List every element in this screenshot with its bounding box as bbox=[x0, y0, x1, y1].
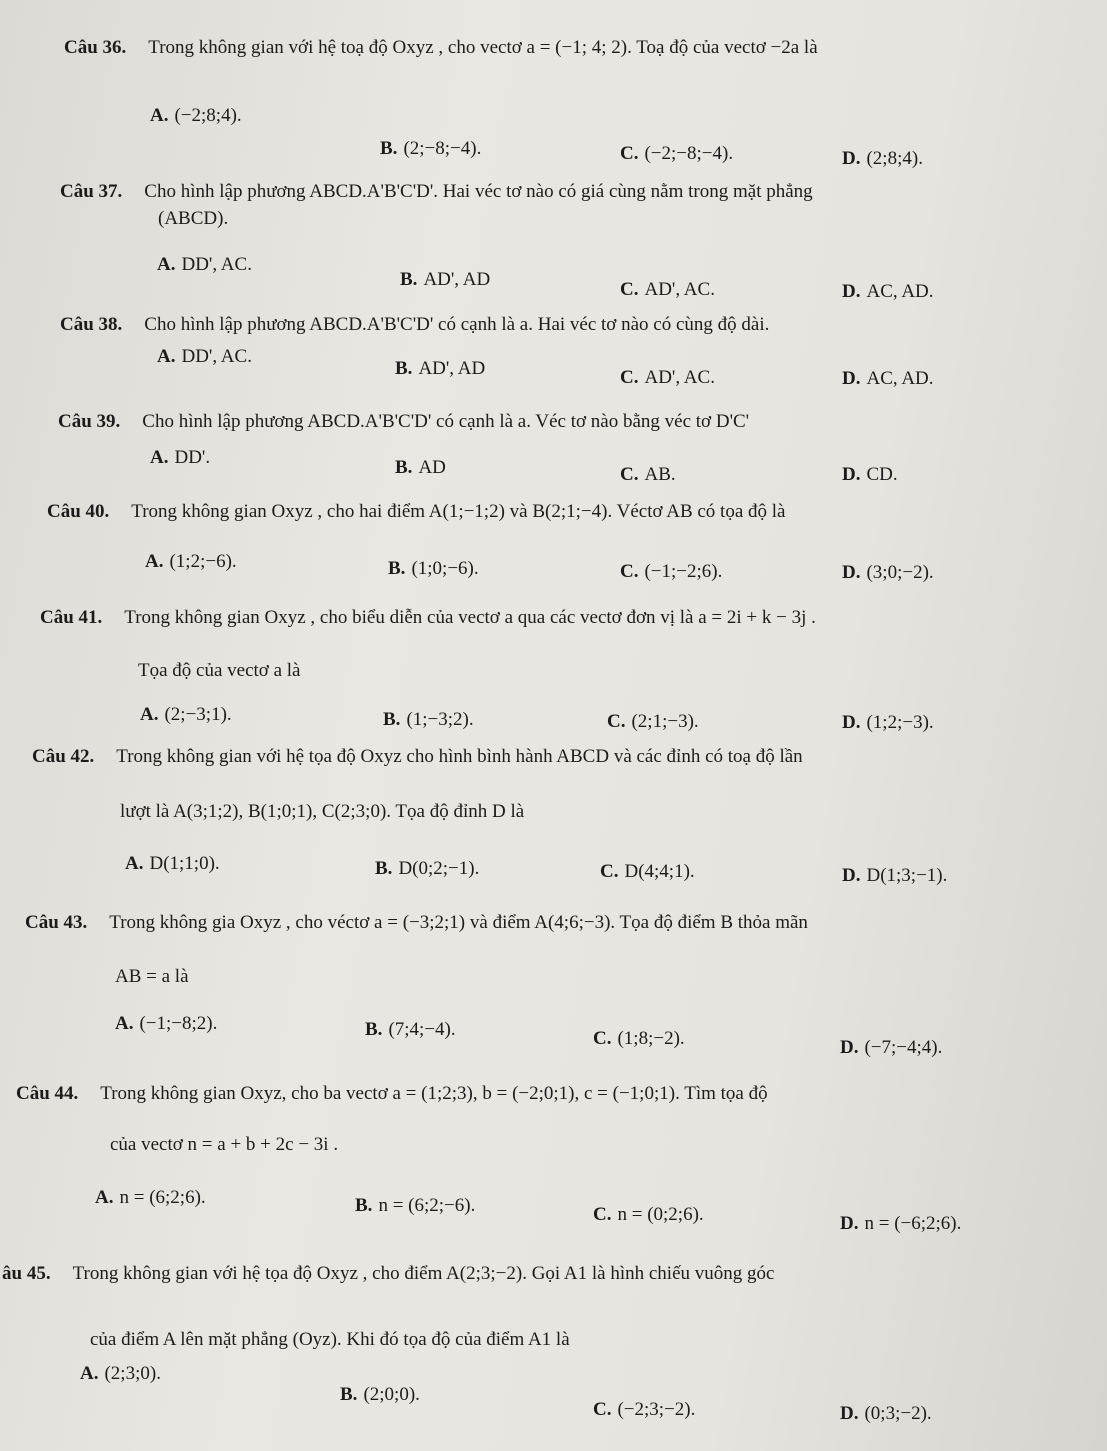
option-a[interactable]: A. (−2;8;4). bbox=[150, 105, 242, 126]
option-a[interactable]: A. (−1;−8;2). bbox=[115, 1013, 218, 1034]
question-number: Câu 38. bbox=[60, 314, 123, 335]
option-b[interactable]: B. (2;−8;−4). bbox=[380, 138, 482, 159]
option-c[interactable]: C. (1;8;−2). bbox=[593, 1028, 685, 1049]
option-c[interactable]: C. AD', AC. bbox=[620, 279, 715, 300]
question-number: Câu 42. bbox=[32, 746, 95, 767]
question-stem-line: Câu 36. Trong không gian với hệ toạ độ Oxyz , cho vectơ a = (−1; 4; 2). Toạ độ của vectơ −2a là bbox=[64, 37, 818, 58]
option-d[interactable]: D. (2;8;4). bbox=[842, 148, 923, 169]
option-d[interactable]: D. CD. bbox=[842, 464, 898, 485]
option-b[interactable]: B. (7;4;−4). bbox=[365, 1019, 456, 1040]
option-b[interactable]: B. AD bbox=[395, 457, 446, 478]
question-number: Câu 43. bbox=[25, 912, 88, 933]
question-stem-line: Câu 40. Trong không gian Oxyz , cho hai điểm A(1;−1;2) và B(2;1;−4). Véctơ AB có tọa độ là bbox=[47, 501, 786, 522]
option-b[interactable]: B. n = (6;2;−6). bbox=[355, 1195, 476, 1216]
option-b[interactable]: B. AD', AD bbox=[395, 358, 486, 379]
question-number: Câu 37. bbox=[60, 181, 123, 202]
question-stem-line: Câu 44. Trong không gian Oxyz, cho ba vectơ a = (1;2;3), b = (−2;0;1), c = (−1;0;1). Tìm tọa độ bbox=[16, 1083, 768, 1104]
question-stem-line: Câu 41. Trong không gian Oxyz , cho biểu diễn của vectơ a qua các vectơ đơn vị là a = 2i + k − 3j . bbox=[40, 607, 816, 628]
option-b[interactable]: B. (1;0;−6). bbox=[388, 558, 479, 579]
question-stem-line: Câu 43. Trong không gia Oxyz , cho véctơ a = (−3;2;1) và điểm A(4;6;−3). Tọa độ điểm B thỏa mãn bbox=[25, 912, 808, 933]
option-a[interactable]: A. DD', AC. bbox=[157, 346, 252, 367]
option-c[interactable]: C. (−2;−8;−4). bbox=[620, 143, 734, 164]
question-stem-line: AB = a là bbox=[115, 966, 189, 987]
question-stem-line: Câu 38. Cho hình lập phương ABCD.A'B'C'D' có cạnh là a. Hai véc tơ nào có cùng độ dài. bbox=[60, 314, 770, 335]
option-b[interactable]: B. (1;−3;2). bbox=[383, 709, 474, 730]
question-number: Câu 44. bbox=[16, 1083, 79, 1104]
option-b[interactable]: B. AD', AD bbox=[400, 269, 491, 290]
option-d[interactable]: D. (1;2;−3). bbox=[842, 712, 934, 733]
question-number: Câu 39. bbox=[58, 411, 121, 432]
question-stem-line: của điểm A lên mặt phẳng (Oyz). Khi đó tọa độ của điểm A1 là bbox=[90, 1329, 570, 1350]
question-stem-line: Câu 39. Cho hình lập phương ABCD.A'B'C'D' có cạnh là a. Véc tơ nào bằng véc tơ D'C' bbox=[58, 411, 750, 432]
option-c[interactable]: C. AB. bbox=[620, 464, 676, 485]
question-stem-line: của vectơ n = a + b + 2c − 3i . bbox=[110, 1134, 339, 1155]
option-a[interactable]: A. D(1;1;0). bbox=[125, 853, 220, 874]
option-c[interactable]: C. (2;1;−3). bbox=[607, 711, 699, 732]
option-d[interactable]: D. n = (−6;2;6). bbox=[840, 1213, 962, 1234]
option-d[interactable]: D. D(1;3;−1). bbox=[842, 865, 948, 886]
option-d[interactable]: D. (0;3;−2). bbox=[840, 1403, 932, 1424]
option-a[interactable]: A. DD', AC. bbox=[157, 254, 252, 275]
option-c[interactable]: C. n = (0;2;6). bbox=[593, 1204, 704, 1225]
question-number: Câu 41. bbox=[40, 607, 103, 628]
option-a[interactable]: A. n = (6;2;6). bbox=[95, 1187, 206, 1208]
option-a[interactable]: A. DD'. bbox=[150, 447, 211, 468]
option-d[interactable]: D. AC, AD. bbox=[842, 281, 934, 302]
option-d[interactable]: D. (−7;−4;4). bbox=[840, 1037, 943, 1058]
question-stem-line: Câu 37. Cho hình lập phương ABCD.A'B'C'D'. Hai véc tơ nào có giá cùng nằm trong mặt phẳng bbox=[60, 181, 813, 202]
question-stem-line: Câu 42. Trong không gian với hệ tọa độ Oxyz cho hình bình hành ABCD và các đỉnh có toạ độ lần bbox=[32, 746, 803, 767]
question-stem-line: âu 45. Trong không gian với hệ tọa độ Oxyz , cho điểm A(2;3;−2). Gọi A1 là hình chiếu vuông góc bbox=[2, 1263, 775, 1284]
option-b[interactable]: B. (2;0;0). bbox=[340, 1384, 420, 1405]
option-c[interactable]: C. D(4;4;1). bbox=[600, 861, 695, 882]
option-d[interactable]: D. AC, AD. bbox=[842, 368, 934, 389]
option-c[interactable]: C. (−1;−2;6). bbox=[620, 561, 723, 582]
question-number: âu 45. bbox=[2, 1263, 51, 1284]
question-stem-line: (ABCD). bbox=[158, 208, 229, 229]
option-d[interactable]: D. (3;0;−2). bbox=[842, 562, 934, 583]
option-c[interactable]: C. AD', AC. bbox=[620, 367, 715, 388]
question-stem-line: lượt là A(3;1;2), B(1;0;1), C(2;3;0). Tọa độ đỉnh D là bbox=[120, 801, 525, 822]
question-number: Câu 40. bbox=[47, 501, 110, 522]
option-a[interactable]: A. (1;2;−6). bbox=[145, 551, 237, 572]
option-a[interactable]: A. (2;3;0). bbox=[80, 1363, 161, 1384]
option-b[interactable]: B. D(0;2;−1). bbox=[375, 858, 480, 879]
option-c[interactable]: C. (−2;3;−2). bbox=[593, 1399, 696, 1420]
question-number: Câu 36. bbox=[64, 37, 127, 58]
question-stem-line: Tọa độ của vectơ a là bbox=[138, 660, 301, 681]
option-a[interactable]: A. (2;−3;1). bbox=[140, 704, 232, 725]
